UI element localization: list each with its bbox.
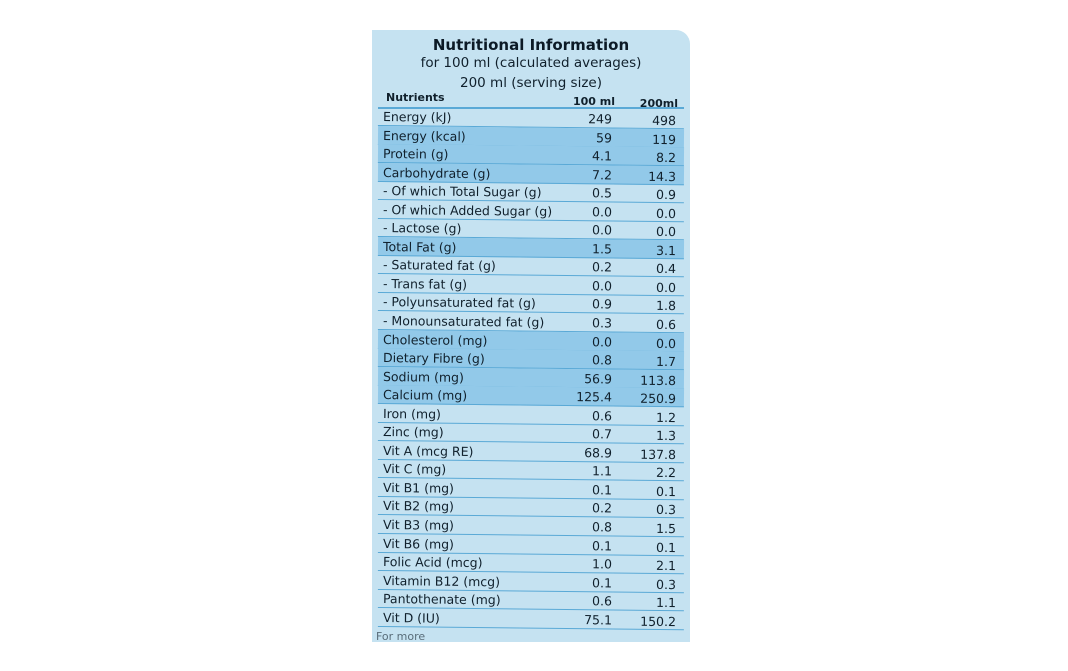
nutrient-name: - Of which Total Sugar (g) xyxy=(382,183,542,200)
value-200ml: 8.2 xyxy=(656,150,677,166)
footer-text: For more xyxy=(376,630,426,642)
value-200ml: 0.3 xyxy=(656,502,677,518)
value-200ml: 250.9 xyxy=(640,390,677,407)
value-100ml: 0.8 xyxy=(592,519,613,535)
value-200ml: 0.0 xyxy=(656,279,677,296)
value-100ml: 1.1 xyxy=(592,463,613,479)
value-100ml: 0.1 xyxy=(592,537,613,554)
nutrient-name: - Monounsaturated fat (g) xyxy=(382,313,545,330)
value-100ml: 0.1 xyxy=(592,482,613,498)
value-200ml: 1.2 xyxy=(656,409,677,425)
value-100ml: 1.0 xyxy=(592,556,613,572)
value-100ml: 0.3 xyxy=(592,315,613,331)
value-100ml: 0.9 xyxy=(592,296,613,312)
value-100ml: 0.2 xyxy=(592,500,613,516)
value-100ml: 68.9 xyxy=(584,445,613,461)
value-200ml: 0.6 xyxy=(656,316,677,333)
value-100ml: 0.6 xyxy=(592,593,613,609)
nutrient-name: Dietary Fibre (g) xyxy=(382,350,485,367)
nutrient-name: - Polyunsaturated fat (g) xyxy=(382,294,536,312)
value-200ml: 1.1 xyxy=(656,595,677,611)
value-100ml: 0.0 xyxy=(592,203,613,220)
value-100ml: 125.4 xyxy=(576,389,613,405)
value-200ml: 0.1 xyxy=(656,539,677,555)
nutrient-name: Sodium (mg) xyxy=(382,368,465,385)
nutrient-name: Iron (mg) xyxy=(382,405,442,422)
nutrient-name: Total Fat (g) xyxy=(382,238,457,255)
nutrient-name: Calcium (mg) xyxy=(382,387,468,404)
value-100ml: 0.0 xyxy=(592,333,613,350)
value-200ml: 1.5 xyxy=(656,520,677,537)
nutrient-name: Energy (kcal) xyxy=(382,127,466,144)
value-200ml: 498 xyxy=(652,112,677,129)
nutrient-name: Energy (kJ) xyxy=(382,109,452,125)
value-100ml: 75.1 xyxy=(584,611,613,628)
value-200ml: 150.2 xyxy=(640,613,677,629)
nutrient-name: Vit B6 (mg) xyxy=(382,535,455,552)
value-200ml: 1.7 xyxy=(656,354,677,370)
nutrient-name: Protein (g) xyxy=(382,146,449,162)
value-100ml: 0.5 xyxy=(592,185,613,201)
value-200ml: 0.0 xyxy=(656,224,677,240)
nutrient-name: Zinc (mg) xyxy=(382,424,444,440)
nutrient-name: - Of which Added Sugar (g) xyxy=(382,201,553,219)
nutrient-name: Vit B2 (mg) xyxy=(382,498,455,515)
nutrient-name: Carbohydrate (g) xyxy=(382,164,491,181)
value-200ml: 119 xyxy=(652,131,677,147)
value-100ml: 4.1 xyxy=(592,148,613,164)
value-100ml: 1.5 xyxy=(592,241,613,257)
value-100ml: 0.0 xyxy=(592,222,613,238)
column-header-100ml: 100 ml xyxy=(572,95,615,108)
value-200ml: 0.1 xyxy=(656,483,677,500)
value-100ml: 0.2 xyxy=(592,259,613,275)
nutrient-name: Vit B1 (mg) xyxy=(382,479,455,496)
value-200ml: 0.0 xyxy=(656,205,677,221)
nutrient-name: Vitamin B12 (mcg) xyxy=(382,572,501,589)
value-200ml: 137.8 xyxy=(640,446,677,462)
value-200ml: 3.1 xyxy=(656,242,677,258)
column-header-200ml: 200ml xyxy=(639,97,678,110)
value-100ml: 249 xyxy=(588,111,613,127)
value-100ml: 0.7 xyxy=(592,426,613,442)
nutrient-name: Pantothenate (mg) xyxy=(382,591,501,608)
value-200ml: 2.1 xyxy=(656,558,677,574)
nutrient-name: Cholesterol (mg) xyxy=(382,331,488,348)
value-200ml: 1.3 xyxy=(656,428,677,444)
nutrient-name: - Trans fat (g) xyxy=(382,275,468,292)
value-100ml: 0.6 xyxy=(592,407,613,424)
value-100ml: 56.9 xyxy=(584,370,613,387)
nutrient-name: Vit C (mg) xyxy=(382,461,447,478)
value-100ml: 0.1 xyxy=(592,574,613,591)
value-100ml: 0.8 xyxy=(592,352,613,368)
nutrient-name: Vit B3 (mg) xyxy=(382,517,455,533)
value-100ml: 59 xyxy=(596,129,613,145)
value-200ml: 0.9 xyxy=(656,187,677,203)
value-100ml: 0.0 xyxy=(592,278,613,294)
value-100ml: 7.2 xyxy=(592,166,613,183)
label-subtitle-per-100ml: for 100 ml (calculated averages) xyxy=(420,55,642,71)
value-200ml: 1.8 xyxy=(656,298,677,314)
column-header-nutrients: Nutrients xyxy=(386,91,445,104)
nutrient-name: Folic Acid (mcg) xyxy=(382,554,483,571)
label-subtitle-serving: 200 ml (serving size) xyxy=(459,75,602,91)
value-200ml: 0.4 xyxy=(656,261,677,277)
value-200ml: 113.8 xyxy=(640,372,677,388)
table-row xyxy=(378,608,684,630)
nutrient-name: - Saturated fat (g) xyxy=(382,257,496,274)
label-title: Nutritional Information xyxy=(432,36,630,54)
value-200ml: 0.0 xyxy=(656,335,677,351)
nutrient-table xyxy=(378,107,684,629)
value-200ml: 2.2 xyxy=(656,465,677,481)
nutrient-name: Vit A (mcg RE) xyxy=(382,442,474,459)
value-200ml: 0.3 xyxy=(656,576,677,592)
nutrient-name: - Lactose (g) xyxy=(382,220,462,237)
value-200ml: 14.3 xyxy=(648,168,677,184)
nutrient-name: Vit D (IU) xyxy=(382,609,440,626)
nutrition-label-panel xyxy=(372,30,690,642)
